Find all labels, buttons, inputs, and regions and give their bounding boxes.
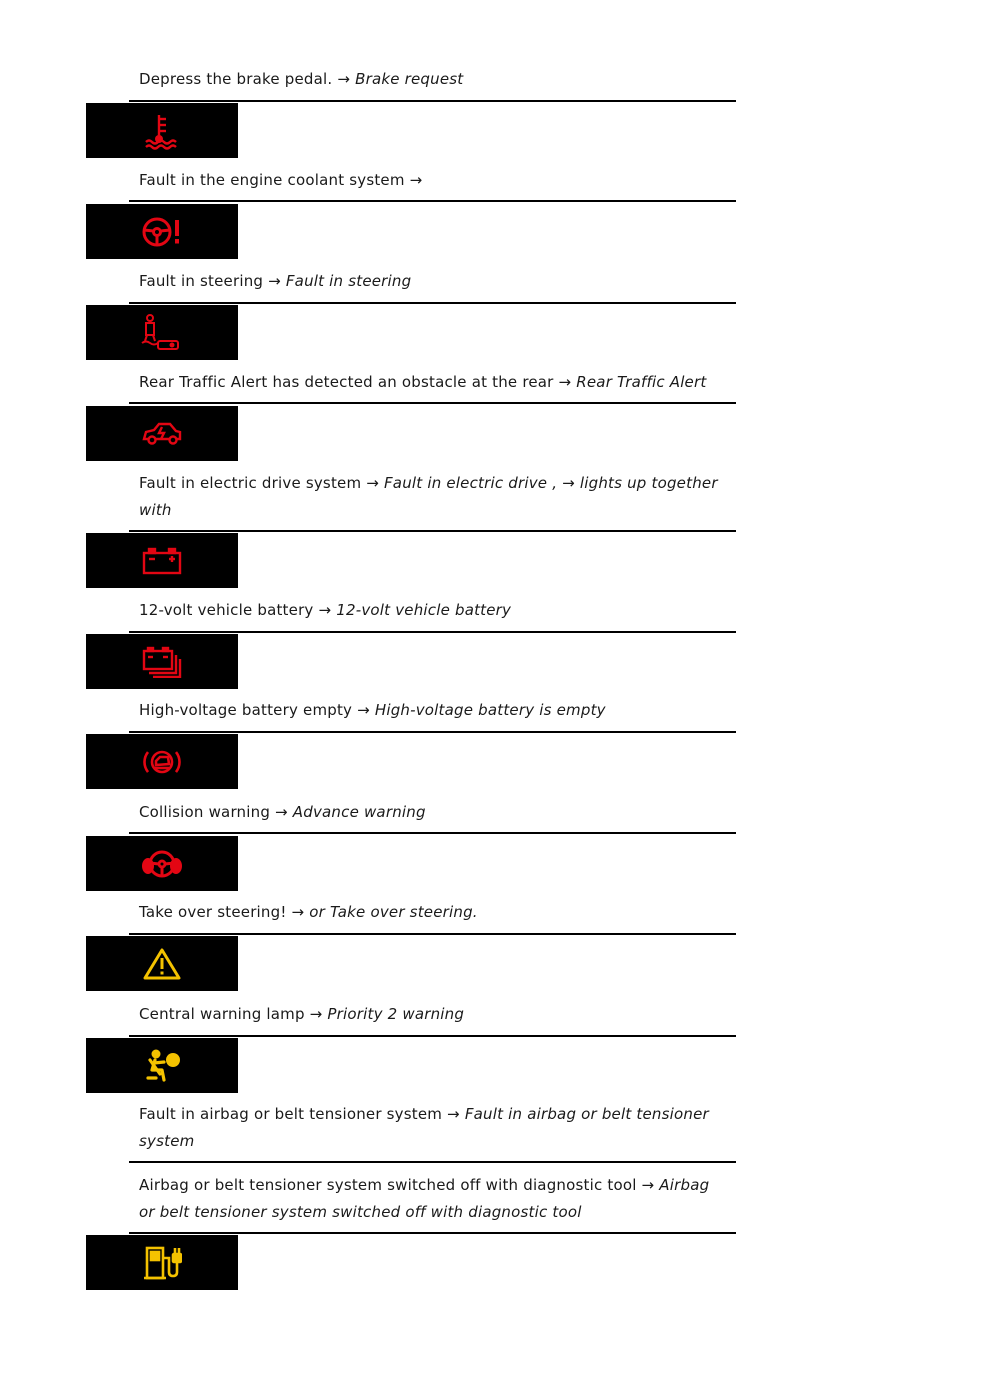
description-text: Take over steering! →	[139, 903, 310, 921]
divider	[129, 1035, 736, 1037]
cross-reference-link[interactable]: Airbag or belt tensioner system switched off with diagnostic tool	[139, 1176, 710, 1221]
cross-reference-link[interactable]: or Take over steering.	[309, 903, 478, 921]
list-item	[139, 66, 729, 93]
list-item	[139, 167, 729, 194]
description-text: Depress the brake pedal. →	[139, 70, 351, 88]
divider	[129, 530, 736, 532]
divider	[129, 933, 736, 935]
description-text: Central warning lamp →	[139, 1005, 328, 1023]
divider	[129, 832, 736, 834]
list-item	[139, 1101, 729, 1155]
cross-reference-link[interactable]: Advance warning	[292, 803, 426, 821]
list-item	[139, 899, 729, 926]
description-text: Fault in airbag or belt tensioner system →	[139, 1105, 465, 1123]
cross-reference-link[interactable]: 12-volt vehicle battery	[336, 601, 512, 619]
list-item	[139, 597, 729, 624]
divider	[129, 731, 736, 733]
collision-warning-icon	[86, 734, 238, 789]
battery-icon	[86, 533, 238, 588]
fuel-charging-icon	[86, 1235, 238, 1290]
cross-reference-link[interactable]: High-voltage battery is empty	[374, 701, 606, 719]
description-text: Rear Traffic Alert has detected an obstacle at the rear →	[139, 373, 572, 391]
engine-coolant-icon	[86, 103, 238, 158]
divider	[129, 631, 736, 633]
cross-reference-link[interactable]: Fault in electric drive , → lights up together with	[139, 474, 718, 519]
list-item	[139, 268, 729, 295]
list-item	[139, 697, 729, 724]
cross-reference-link[interactable]: Fault in steering	[285, 272, 412, 290]
airbag-icon	[86, 1038, 238, 1093]
steering-fault-icon	[86, 204, 238, 259]
list-item	[139, 1172, 729, 1226]
list-item	[139, 369, 729, 396]
list-item	[139, 1001, 729, 1028]
high-voltage-battery-icon	[86, 634, 238, 689]
description-text: High-voltage battery empty →	[139, 701, 375, 719]
description-text: 12-volt vehicle battery →	[139, 601, 337, 619]
divider	[129, 1161, 736, 1163]
description-text: Airbag or belt tensioner system switched off with diagnostic tool →	[139, 1176, 660, 1194]
electric-drive-fault-icon	[86, 406, 238, 461]
rear-traffic-alert-icon	[86, 305, 238, 360]
cross-reference-link[interactable]: Fault in airbag or belt tensioner system	[139, 1105, 709, 1150]
list-item	[139, 799, 729, 826]
description-text: Fault in electric drive system →	[139, 474, 384, 492]
divider	[129, 402, 736, 404]
divider	[129, 1232, 736, 1234]
take-over-steering-icon	[86, 836, 238, 891]
list-item	[139, 470, 729, 524]
description-text: Fault in the engine coolant system →	[139, 171, 423, 189]
cross-reference-link[interactable]: Priority 2 warning	[327, 1005, 465, 1023]
divider	[129, 100, 736, 102]
description-text: Collision warning →	[139, 803, 288, 821]
divider	[129, 200, 736, 202]
description-text: Fault in steering →	[139, 272, 286, 290]
central-warning-icon	[86, 936, 238, 991]
cross-reference-link[interactable]: Brake request	[355, 70, 464, 88]
cross-reference-link[interactable]: Rear Traffic Alert	[576, 373, 707, 391]
divider	[129, 302, 736, 304]
